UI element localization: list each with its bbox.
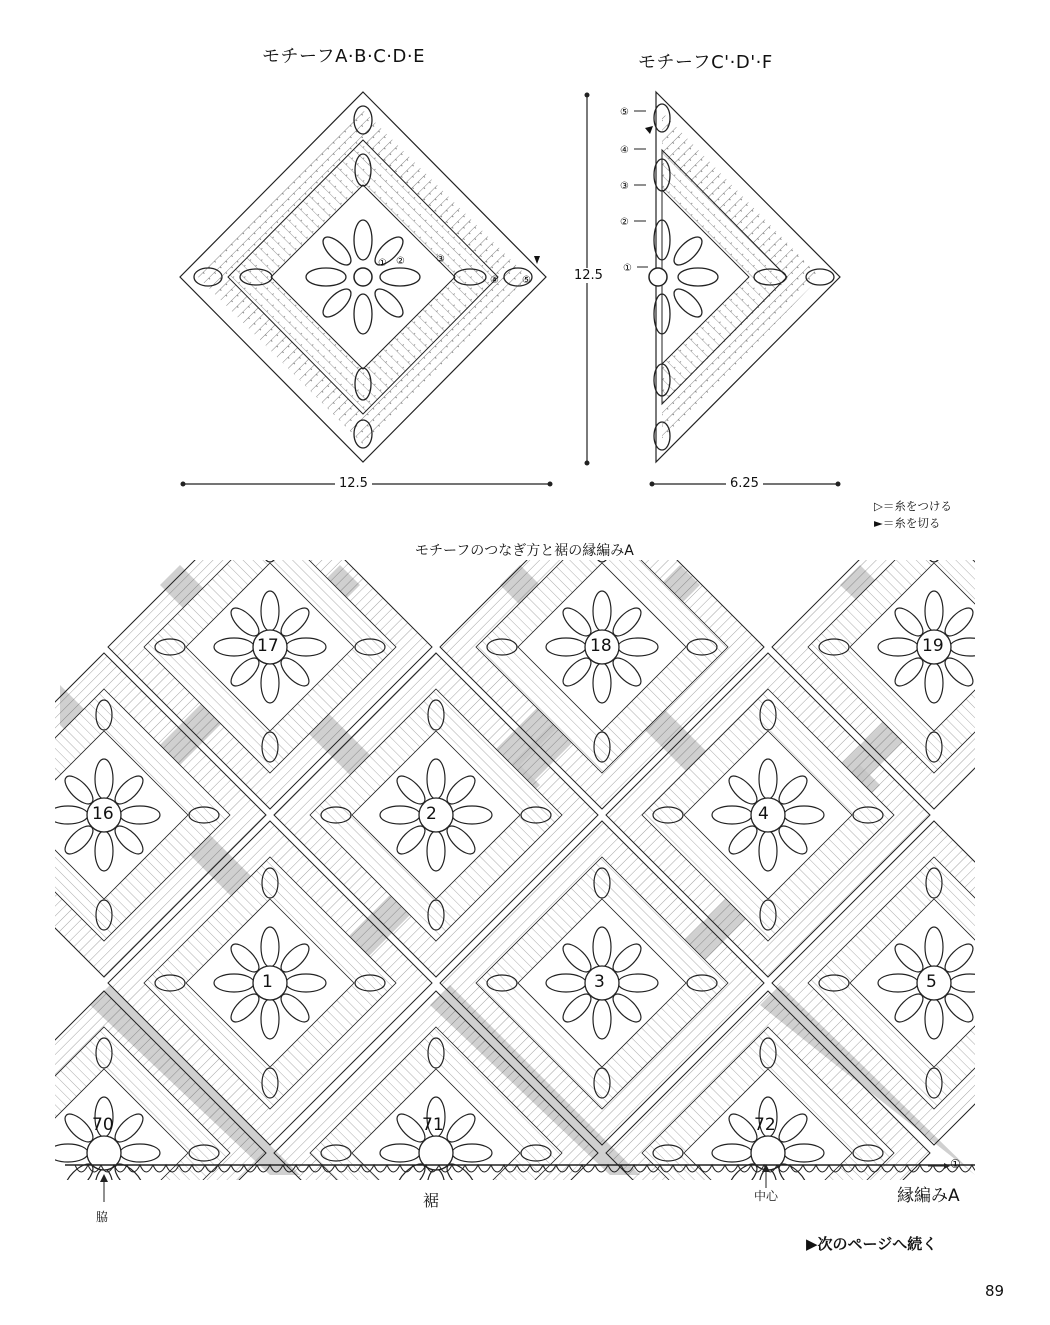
motif-number-2: 2	[426, 804, 437, 824]
motif-number-5: 5	[926, 972, 937, 992]
page-number: 89	[985, 1282, 1005, 1300]
svg-text:⑤: ⑤	[522, 275, 531, 286]
svg-text:①: ①	[623, 263, 632, 274]
motif-number-18: 18	[590, 636, 612, 656]
svg-text:⑤: ⑤	[620, 107, 629, 118]
half-width-dimension-label: 6.25	[726, 476, 763, 491]
legend-attach: ▷＝糸をつける	[874, 499, 952, 513]
svg-text:②: ②	[396, 256, 405, 267]
edging-label: 縁編みA	[897, 1186, 960, 1206]
full-motif-chart	[180, 92, 546, 462]
motif-cdf-title: モチーフC'·D'·F	[638, 52, 773, 73]
motif-number-72: 72	[754, 1115, 776, 1135]
svg-text:②: ②	[620, 217, 629, 228]
legend	[874, 498, 952, 532]
svg-text:④: ④	[490, 275, 499, 286]
motif-abcde-title: モチーフA·B·C·D·E	[262, 46, 425, 67]
motif-number-16: 16	[92, 804, 114, 824]
joining-chart-title: モチーフのつなぎ方と裾の縁編みA	[415, 543, 634, 559]
center-label: 中心	[754, 1189, 779, 1203]
joining-chart	[0, 555, 1050, 1195]
edging-start-marker: ①	[950, 1157, 961, 1171]
side-label: 脇	[96, 1210, 109, 1224]
half-motif-chart	[620, 92, 840, 462]
svg-text:③: ③	[620, 181, 629, 192]
motif-number-70: 70	[92, 1115, 114, 1135]
height-dimension-label: 12.5	[570, 268, 607, 283]
pointer-arrows	[0, 1160, 1050, 1210]
motif-number-4: 4	[758, 804, 769, 824]
motif-number-17: 17	[257, 636, 279, 656]
continue-next-page: ▶次のページへ続く	[806, 1235, 938, 1253]
motif-number-19: 19	[922, 636, 944, 656]
hem-label: 裾	[423, 1191, 440, 1210]
svg-text:④: ④	[620, 145, 629, 156]
width-dimension-label: 12.5	[335, 476, 372, 491]
svg-text:①: ①	[378, 258, 387, 269]
motif-number-3: 3	[594, 972, 605, 992]
motif-number-71: 71	[422, 1115, 444, 1135]
motif-charts-top	[0, 0, 1050, 530]
legend-cut: ►＝糸を切る	[874, 516, 941, 530]
motif-number-1: 1	[262, 972, 273, 992]
svg-text:③: ③	[436, 254, 445, 265]
